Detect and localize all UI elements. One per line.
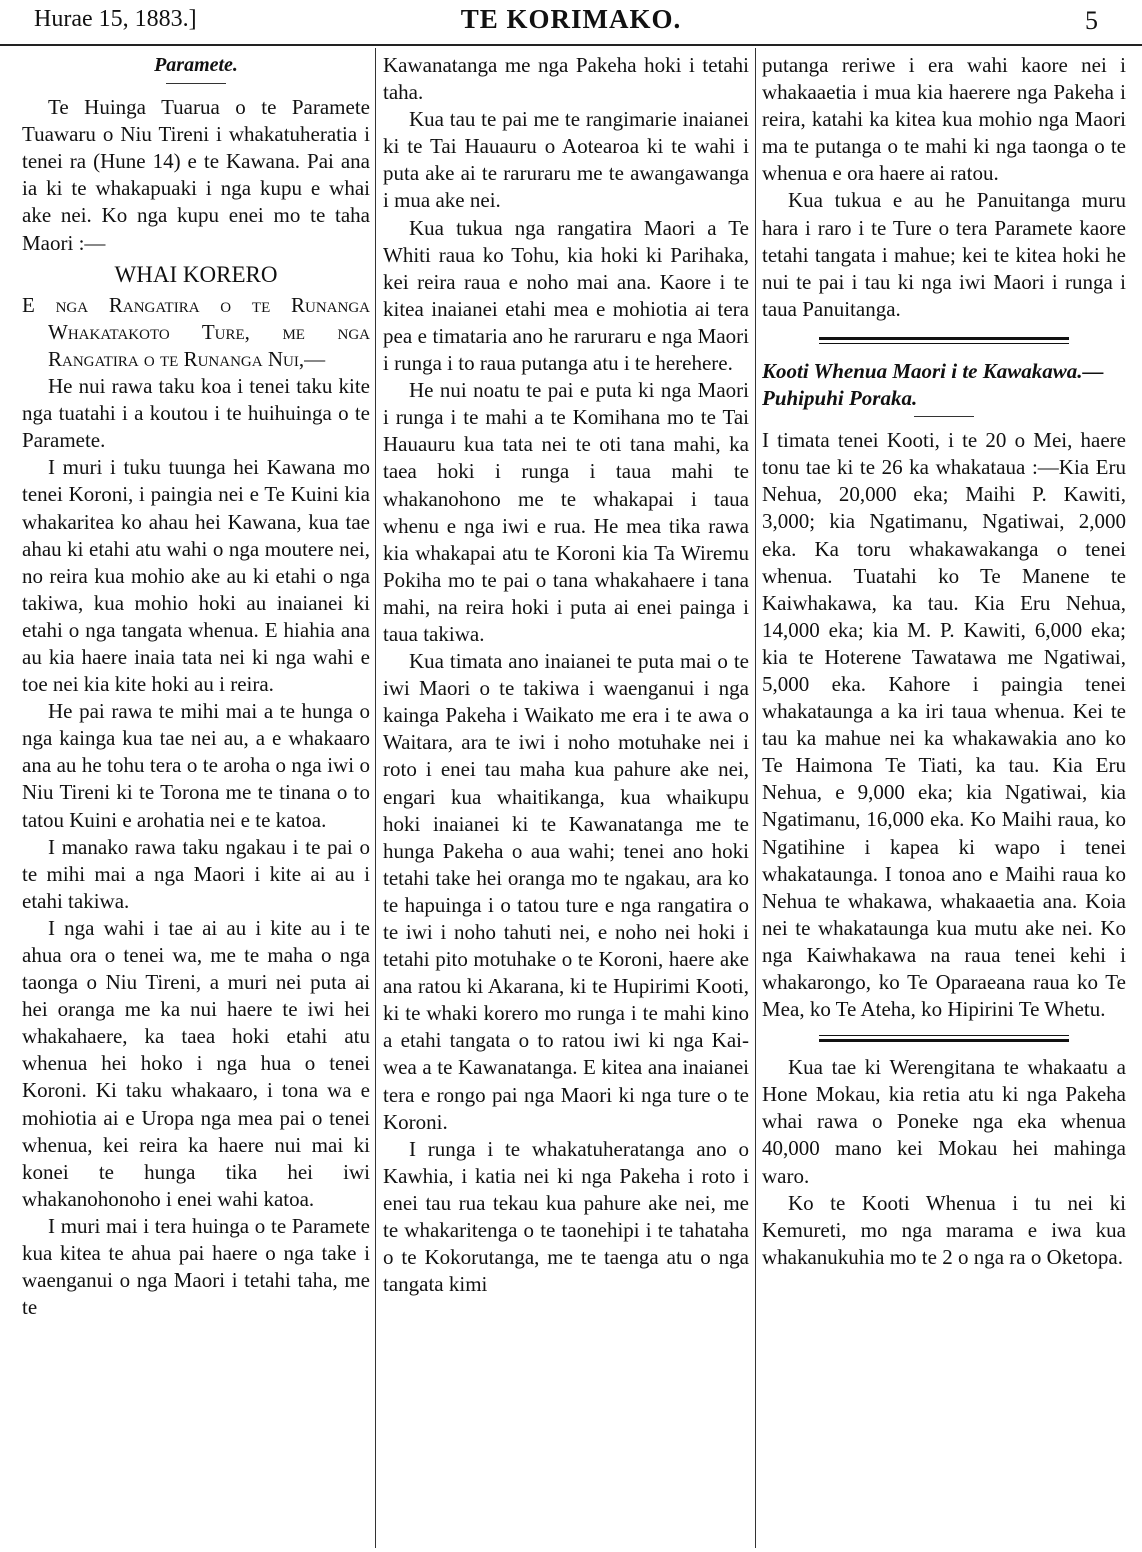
title-rule — [914, 416, 974, 417]
column-divider — [755, 48, 756, 1548]
paragraph: Kawanatanga me nga Pakeha hoki i tetahi taha. — [383, 53, 749, 105]
paragraph: I muri i tuku tuunga hei Kawana mo tenei Koroni, i paingia nei e Te Kuini kia whakaritea ko ahau hei Kawana, kua tae ahau ki etahi atu wahi o nga moutere nei, no reira kua mohio ake au ki etahi o nga takiwa, kua mohio hoki au inaianei ki etahi o nga tangata whenua. E hiahia ana au kia haere inaia tata nei ki nga wahi e toe nei kia kite hoki au i reira. — [22, 455, 370, 697]
paragraph: Kua tukua e au he Panuitanga muru hara i raro i te Ture o tera Paramete kaore tetahi tangata i mahue; kei te kitea hoki he nui te pai i tau ki nga iwi Maori i runga i taua Panuitanga. — [762, 188, 1126, 321]
paragraph: I muri mai i tera huinga o te Paramete kua kitea te ahua pai haere o nga take i waenganui o nga Maori i tetahi taha, me te — [22, 1213, 370, 1320]
paragraph: Kua tau te pai me te rangimarie inaianei ki te Tai Hauauru o Aotearoa ki te wahi i puta ake ai te raruraru me te awangawanga i mua ake nei. — [383, 107, 749, 213]
paragraph: He nui rawa taku koa i tenei taku kite nga tuatahi i a koutou i te huihuinga o te Paramete. — [22, 374, 370, 453]
address-line: E nga Rangatira o te Runanga Whakatakoto Ture, me nga Rangatira o te Runanga Nui,— — [22, 292, 370, 371]
page-header — [0, 0, 1142, 46]
section-divider — [819, 337, 1069, 344]
speech-heading: WHAI KORERO — [114, 261, 278, 287]
paragraph: I manako rawa taku ngakau i te pai o te mihi mai a nga Maori i kite ai au i etahi takiwa. — [22, 834, 370, 913]
paragraph: He pai rawa te mihi mai a te hunga o nga kainga kua tae nei au, a e whakaaro ana au he tohu tera o te aroha o nga iwi o Niu Tireni ki te Torona me te tinana o to tatou Kuini e arohatia nei e te katoa. — [22, 699, 370, 832]
paragraph: Kua tukua nga rangatira Maori a Te Whiti raua ko Tohu, kia hoki ki Parihaka, kei reira raua e noho mai ana. Kaore i te kitea inaianei etahi mea e mohiotia ai tera pea e timataria ano he raruraru e nga Maori i runga i to raua putanga atu i te hereherе. — [383, 215, 749, 376]
paragraph: putanga reriwe i era wahi kaore nei i whakaaetia i mua kia haerere nga Pakeha i reira, katahi ka kitea kua mohio nga Maori ma te putanga o te mahi ki nga taonga o te whenua e ora haere ai ratou. — [762, 53, 1126, 186]
paragraph: Kua tae ki Werengitana te whakaatu a Hone Mokau, kia retia atu ki nga Pakeha whai rawa o Poneke nga eka whenua 40,000 mano kei Mokau hei mahinga waro. — [762, 1055, 1126, 1188]
column-1 — [22, 52, 370, 1552]
page-number: 5 — [1085, 6, 1098, 35]
issue-date: Hurae 15, 1883.] — [34, 6, 197, 32]
section-divider — [819, 1035, 1069, 1042]
column-divider — [375, 48, 376, 1548]
paragraph: I timata tenei Kooti, i te 20 o Mei, haere tonu tae ki te 26 ka whakataua :—Kia Eru Nehua, 20,000 eka; Maihi P. Kawiti, 3,000; kia Ngatimanu, Ngatiwai, 2,000 eka. Ka toru whakawakanga o tenei whenua. Tuatahi ko Te Manene te Kaiwhakawa, ka tau. Kia Eru Nehua, 14,000 eka; kia M. P. Kawiti, 6,000 eka; kia te Hoterene Tawatawa me Ngatiwai, 5,000 eka. Kahore i paingia tenei whakataunga a ka iri taua whenua. Kei te tau ka mahue nei ka whakawakia ano ko Te Haimona Te Tiati, ka tau. Kia Eru Nehua, e 9,000 eka; kia Ngatiwai, kia Ngatimanu, 16,000 eka. Ko Maihi raua, ko Ngatihine i kapea ki wapo i tenei whakataunga. I tonoa ano e Maihi raua ko Nehua te whakawa, whakaaetia ana. Koia nei te whakataunga kua mutu ake nei. Ko nga Kaiwhakawa na raua tenei kehi i whakarongo, ko Te Oparaeana raua ko Te Mea, ko Te Ateha, ko Hipirini Te Whetu. — [762, 428, 1126, 1022]
column-3 — [762, 52, 1126, 1552]
newspaper-title: TE KORIMAKO. — [460, 4, 682, 34]
article-heading: Kooti Whenua Maori i te Kawakawa.—Puhipuhi Poraka. — [762, 358, 1104, 411]
paragraph: Te Huinga Tuarua o te Paramete Tuawaru o Niu Tireni i whakatuheratia i tenei ra (Hune 14) e te Kawana. Pai ana ia ki te whakapuaki i nga kupu e whai ake nei. Ko nga kupu enei mo te taha Maori :— — [22, 95, 370, 255]
title-rule — [166, 83, 226, 84]
paragraph: I nga wahi i tae ai au i kite au i te ahua ora o tenei wa, me te maha o nga taonga o Niu Tireni, a muri nei puta ai hei oranga me ka nui haere te iwi hei whakahaere, ka taea hoki etahi atu whenua hei hoko i nga hua o tenei Koroni. Ki taku whakaaro, i tona wa e mohiotia ai e Uropa nga mea pai o tenei whenua, kei reira ka haere nui mai ki konei te hunga tika hei iwi whakanohonoho i enei wahi katoa. — [22, 915, 370, 1211]
paragraph: He nui noatu te pai e puta ki nga Maori i runga i te mahi a te Komihana mo te Tai Hauauru kua tata nei te oti tana mahi, ka taea hoki i runga i taua mahi te whakanohono me te whakapai i taua whenu e nga iwi e rua. He mea tika rawa kia whakapai atu te Koroni kia Ta Wiremu Pokiha mo te pai o tana whakahaere i tana mahi, na reira hoki i puta ai enei painga i taua takiwa. — [383, 378, 749, 646]
section-title: Paramete. — [154, 54, 238, 76]
column-2 — [383, 52, 749, 1552]
paragraph: I runga i te whakatuheratanga ano o Kawhia, i katia nei ki nga Pakeha i roto i enei tau rua tekau kua pahure ake nei, me te whakaritenga o te taonehipi i te tahataha o te Kokorutanga, me te taenga atu o nga tangata kimi — [383, 1136, 749, 1297]
paragraph: Kua timata ano inaianei te puta mai o te iwi Maori o te takiwa i waenganui i nga kainga Pakeha i Waikato me era i te awa o Waitara, ara te iwi i noho motuhake nei i roto i enei tau maha kua pahure ake nei, engari kua whaitikanga, kua whaikupu hoki inaianei ki te Kawanatanga me te hunga Pakeha o aua wahi; tenei ano hoki tetahi take hei oranga mo te ngakau, ara ko te hapuinga i o tatou ture e nga rangatira o te iwi i noho tahuti nei, e noho nei hoki i tetahi pito motuhake o te Koroni, haere ake ana ratou ki Akarana, ki te Hupirimi Kooti, ki te whaki korero mo runga i te mahi kino a etahi tangata o to ratou iwi ki nga Kai-wea a te Kawanatanga. E kitea ana inaianei tera e rongo pai nga Maori ki nga ture o te Koroni. — [383, 649, 749, 1134]
paragraph: Ko te Kooti Whenua i tu nei ki Kemureti, mo nga marama e iwa kua whakanukuhia mo te 2 o nga ra o Oketopa. — [762, 1190, 1126, 1269]
